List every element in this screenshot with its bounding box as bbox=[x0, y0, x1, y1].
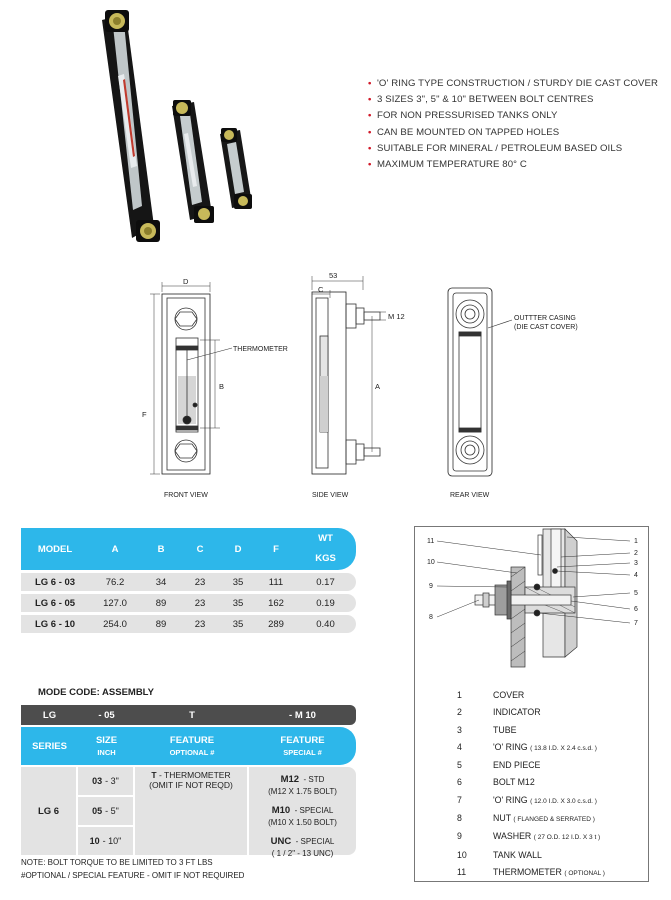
list-item bbox=[457, 774, 605, 791]
cell-a: 254.0 bbox=[103, 618, 127, 630]
cell-d: 35 bbox=[232, 576, 244, 588]
col-c: C bbox=[196, 543, 204, 555]
col-model: MODEL bbox=[37, 543, 73, 555]
cell-wt: 0.40 bbox=[316, 618, 335, 630]
model-table-header bbox=[21, 528, 356, 570]
technical-drawings bbox=[140, 268, 610, 508]
parts-list bbox=[457, 687, 605, 882]
part-number: 9 bbox=[457, 831, 462, 842]
part-spec: ( FLANGED & SERRATED ) bbox=[513, 816, 595, 824]
part-number: 5 bbox=[457, 760, 462, 771]
part-description bbox=[493, 828, 600, 846]
rear-view-caption: REAR VIEW bbox=[450, 492, 490, 499]
list-item bbox=[457, 757, 605, 774]
part-spec: ( OPTIONAL ) bbox=[564, 869, 605, 877]
col-wt-label: WT bbox=[318, 533, 333, 544]
cell-d: 35 bbox=[232, 597, 244, 609]
feature-item: • FOR NON PRESSURISED TANKS ONLY bbox=[368, 108, 668, 124]
cell-model: LG 6 - 10 bbox=[34, 618, 76, 630]
cross-section-drawing bbox=[415, 527, 650, 677]
part-description bbox=[493, 847, 542, 864]
part-number: 1 bbox=[457, 690, 462, 700]
cell-d: 35 bbox=[232, 618, 244, 630]
col-kgs-label: KGS bbox=[315, 553, 336, 564]
cross-section-panel bbox=[414, 526, 649, 882]
part-number: 10 bbox=[457, 849, 467, 860]
part-number: 2 bbox=[457, 707, 462, 718]
part-name: END PIECE bbox=[493, 760, 541, 771]
part-description bbox=[493, 687, 524, 704]
special-feature-cell bbox=[249, 767, 356, 858]
thermometer-label: THERMOMETER bbox=[233, 346, 288, 353]
part-description bbox=[493, 774, 535, 791]
part-name: WASHER bbox=[493, 831, 532, 842]
optional-desc: - THERMOMETER bbox=[158, 770, 231, 780]
list-item bbox=[457, 739, 605, 757]
col-d: D bbox=[234, 543, 242, 555]
part-description bbox=[493, 864, 605, 882]
size-code: 10 bbox=[89, 836, 100, 846]
code-table-body bbox=[21, 767, 356, 858]
list-item bbox=[457, 704, 605, 721]
cell-b: 34 bbox=[155, 576, 167, 588]
special-desc: - STD bbox=[303, 775, 325, 784]
header-feature-special bbox=[249, 735, 356, 758]
side-dim-m12: M 12 bbox=[388, 312, 405, 321]
special-option bbox=[249, 800, 356, 828]
header-feature1-label: FEATURE bbox=[169, 734, 215, 746]
special-option bbox=[249, 831, 356, 859]
bullet-icon: • bbox=[368, 78, 372, 89]
code-table-header bbox=[21, 727, 356, 765]
part-number: 7 bbox=[457, 794, 462, 805]
callout-3: 3 bbox=[634, 560, 638, 567]
cell-c: 23 bbox=[194, 618, 206, 630]
part-number: 4 bbox=[457, 741, 462, 752]
note-line: #OPTIONAL / SPECIAL FEATURE - OMIT IF NOT REQUIRED bbox=[21, 870, 245, 880]
part-name: 'O' RING bbox=[493, 741, 528, 752]
feature-item: • 'O' RING TYPE CONSTRUCTION / STURDY DIE CAST COVER bbox=[368, 76, 668, 92]
bullet-icon: • bbox=[368, 126, 372, 138]
callout-5: 5 bbox=[634, 590, 638, 597]
size-option bbox=[78, 827, 133, 855]
feature-item: • MAXIMUM TEMPERATURE 80° C bbox=[368, 157, 668, 173]
gauge-medium-image bbox=[172, 100, 214, 223]
callout-1: 1 bbox=[634, 538, 638, 545]
cell-model: LG 6 - 03 bbox=[34, 576, 76, 588]
front-dim-f: F bbox=[142, 410, 147, 419]
special-detail: (M12 X 1.75 BOLT) bbox=[268, 787, 337, 796]
cell-f: 289 bbox=[268, 618, 284, 630]
part-spec: ( 27 O.D. 12 I.D. X 3 t ) bbox=[533, 834, 601, 842]
list-item bbox=[457, 864, 605, 882]
optional-code: T bbox=[151, 770, 157, 780]
casing-label-2: (DIE CAST COVER) bbox=[514, 324, 578, 331]
size-label: - 10" bbox=[102, 836, 122, 846]
callout-8: 8 bbox=[429, 614, 433, 621]
special-code: M12 bbox=[280, 774, 300, 785]
gauge-small-image bbox=[220, 128, 252, 209]
part-name: NUT bbox=[493, 813, 511, 824]
front-dim-b: B bbox=[219, 382, 225, 391]
callout-6: 6 bbox=[634, 606, 638, 613]
optional-detail: (OMIT IF NOT REQD) bbox=[149, 780, 233, 790]
feature-list bbox=[368, 76, 668, 173]
bullet-icon: • bbox=[368, 110, 372, 122]
front-dim-d: D bbox=[183, 277, 189, 286]
rear-view-drawing bbox=[448, 288, 512, 476]
cell-wt: 0.19 bbox=[316, 597, 335, 609]
code-example-bar bbox=[21, 705, 356, 725]
size-option bbox=[78, 767, 133, 795]
cell-wt: 0.17 bbox=[316, 576, 335, 588]
part-name: TUBE bbox=[493, 724, 517, 735]
special-code: UNC bbox=[270, 836, 292, 847]
cell-model: LG 6 - 05 bbox=[34, 597, 76, 609]
special-code: M10 bbox=[271, 805, 291, 816]
header-size bbox=[78, 735, 135, 758]
size-label: - 3" bbox=[105, 776, 119, 786]
size-option bbox=[78, 797, 133, 825]
col-a: A bbox=[111, 543, 119, 555]
part-description bbox=[493, 739, 597, 757]
part-name: BOLT M12 bbox=[493, 777, 535, 788]
special-detail: ( 1 / 2" - 13 UNC) bbox=[271, 849, 334, 858]
part-name: THERMOMETER bbox=[493, 866, 562, 877]
casing-label-1: OUTTTER CASING bbox=[514, 315, 576, 322]
part-description bbox=[493, 810, 595, 828]
list-item bbox=[457, 828, 605, 846]
bullet-icon: • bbox=[368, 142, 372, 154]
header-series: SERIES bbox=[32, 740, 67, 752]
part-number: 11 bbox=[457, 866, 467, 877]
table-row bbox=[21, 615, 356, 633]
part-description bbox=[493, 704, 541, 721]
side-dim-c: C bbox=[318, 285, 324, 294]
header-feature-optional bbox=[135, 735, 249, 758]
part-description bbox=[493, 757, 540, 774]
cell-c: 23 bbox=[194, 576, 206, 588]
callout-9: 9 bbox=[429, 583, 433, 590]
col-wt bbox=[295, 529, 356, 569]
list-item bbox=[457, 810, 605, 828]
code-part-special: - M 10 bbox=[289, 709, 316, 721]
part-spec: ( 12.0 I.D. X 3.0 c.s.d. ) bbox=[530, 797, 597, 805]
header-size-label: SIZE bbox=[95, 734, 118, 746]
side-dim-a: A bbox=[375, 382, 381, 391]
cell-c: 23 bbox=[194, 597, 206, 609]
optional-feature-cell bbox=[135, 767, 247, 855]
code-part-size: - 05 bbox=[98, 709, 115, 721]
callout-10: 10 bbox=[427, 559, 435, 566]
list-item bbox=[457, 847, 605, 864]
special-detail: (M10 X 1.50 BOLT) bbox=[268, 818, 337, 827]
special-option bbox=[249, 769, 356, 797]
bullet-icon: • bbox=[368, 159, 372, 171]
front-view-caption: FRONT VIEW bbox=[164, 492, 208, 499]
header-feature2-sub: SPECIAL # bbox=[283, 747, 322, 757]
header-feature2-label: FEATURE bbox=[280, 734, 325, 746]
side-view-drawing bbox=[312, 276, 386, 474]
feature-item: • 3 SIZES 3", 5" & 10" BETWEEN BOLT CENTRES bbox=[368, 92, 668, 108]
part-name: TANK WALL bbox=[493, 849, 542, 860]
front-view-drawing bbox=[150, 282, 232, 474]
part-spec: ( 13.8 I.D. X 2.4 c.s.d. ) bbox=[530, 744, 597, 752]
callout-4: 4 bbox=[634, 572, 638, 579]
part-number: 6 bbox=[457, 777, 462, 788]
table-row bbox=[21, 573, 356, 591]
callout-2: 2 bbox=[634, 550, 638, 557]
feature-item: • SUITABLE FOR MINERAL / PETROLEUM BASED OILS bbox=[368, 141, 668, 157]
callout-7: 7 bbox=[634, 620, 638, 627]
header-size-sub: INCH bbox=[97, 747, 116, 757]
cell-a: 127.0 bbox=[103, 597, 127, 609]
special-desc: - SPECIAL bbox=[294, 806, 334, 815]
part-name: 'O' RING bbox=[493, 794, 528, 805]
model-table bbox=[21, 528, 356, 633]
cell-f: 162 bbox=[268, 597, 284, 609]
header-feature1-sub: OPTIONAL # bbox=[169, 747, 215, 757]
cell-a: 76.2 bbox=[105, 576, 125, 588]
size-label: - 5" bbox=[105, 806, 119, 816]
callout-11: 11 bbox=[427, 538, 435, 545]
cell-f: 111 bbox=[268, 576, 284, 588]
list-item bbox=[457, 722, 605, 739]
table-row bbox=[21, 594, 356, 612]
part-name: COVER bbox=[493, 690, 525, 700]
cell-b: 89 bbox=[155, 597, 167, 609]
bullet-icon: • bbox=[368, 94, 372, 106]
product-photo bbox=[96, 6, 276, 246]
side-view-caption: SIDE VIEW bbox=[312, 492, 349, 499]
col-f: F bbox=[273, 543, 279, 555]
part-number: 3 bbox=[457, 724, 462, 735]
gauge-large-image bbox=[102, 10, 160, 242]
feature-item: • CAN BE MOUNTED ON TAPPED HOLES bbox=[368, 125, 668, 141]
size-code: 05 bbox=[92, 806, 103, 816]
notes bbox=[21, 857, 244, 882]
cell-b: 89 bbox=[155, 618, 167, 630]
size-code: 03 bbox=[92, 776, 103, 786]
code-part-series: LG bbox=[42, 709, 57, 721]
side-dim-53: 53 bbox=[329, 271, 338, 280]
part-name: INDICATOR bbox=[493, 707, 541, 718]
part-number: 8 bbox=[457, 813, 462, 824]
list-item bbox=[457, 792, 605, 810]
part-description bbox=[493, 792, 597, 810]
special-desc: - SPECIAL bbox=[295, 837, 335, 846]
mode-code-title: MODE CODE: ASSEMBLY bbox=[38, 687, 154, 698]
col-b: B bbox=[157, 543, 165, 555]
series-value: LG 6 bbox=[21, 767, 76, 855]
code-part-optional: T bbox=[189, 709, 195, 721]
part-description bbox=[493, 722, 516, 739]
list-item bbox=[457, 687, 605, 704]
note-line: NOTE: BOLT TORQUE TO BE LIMITED TO 3 FT LBS bbox=[21, 858, 213, 867]
